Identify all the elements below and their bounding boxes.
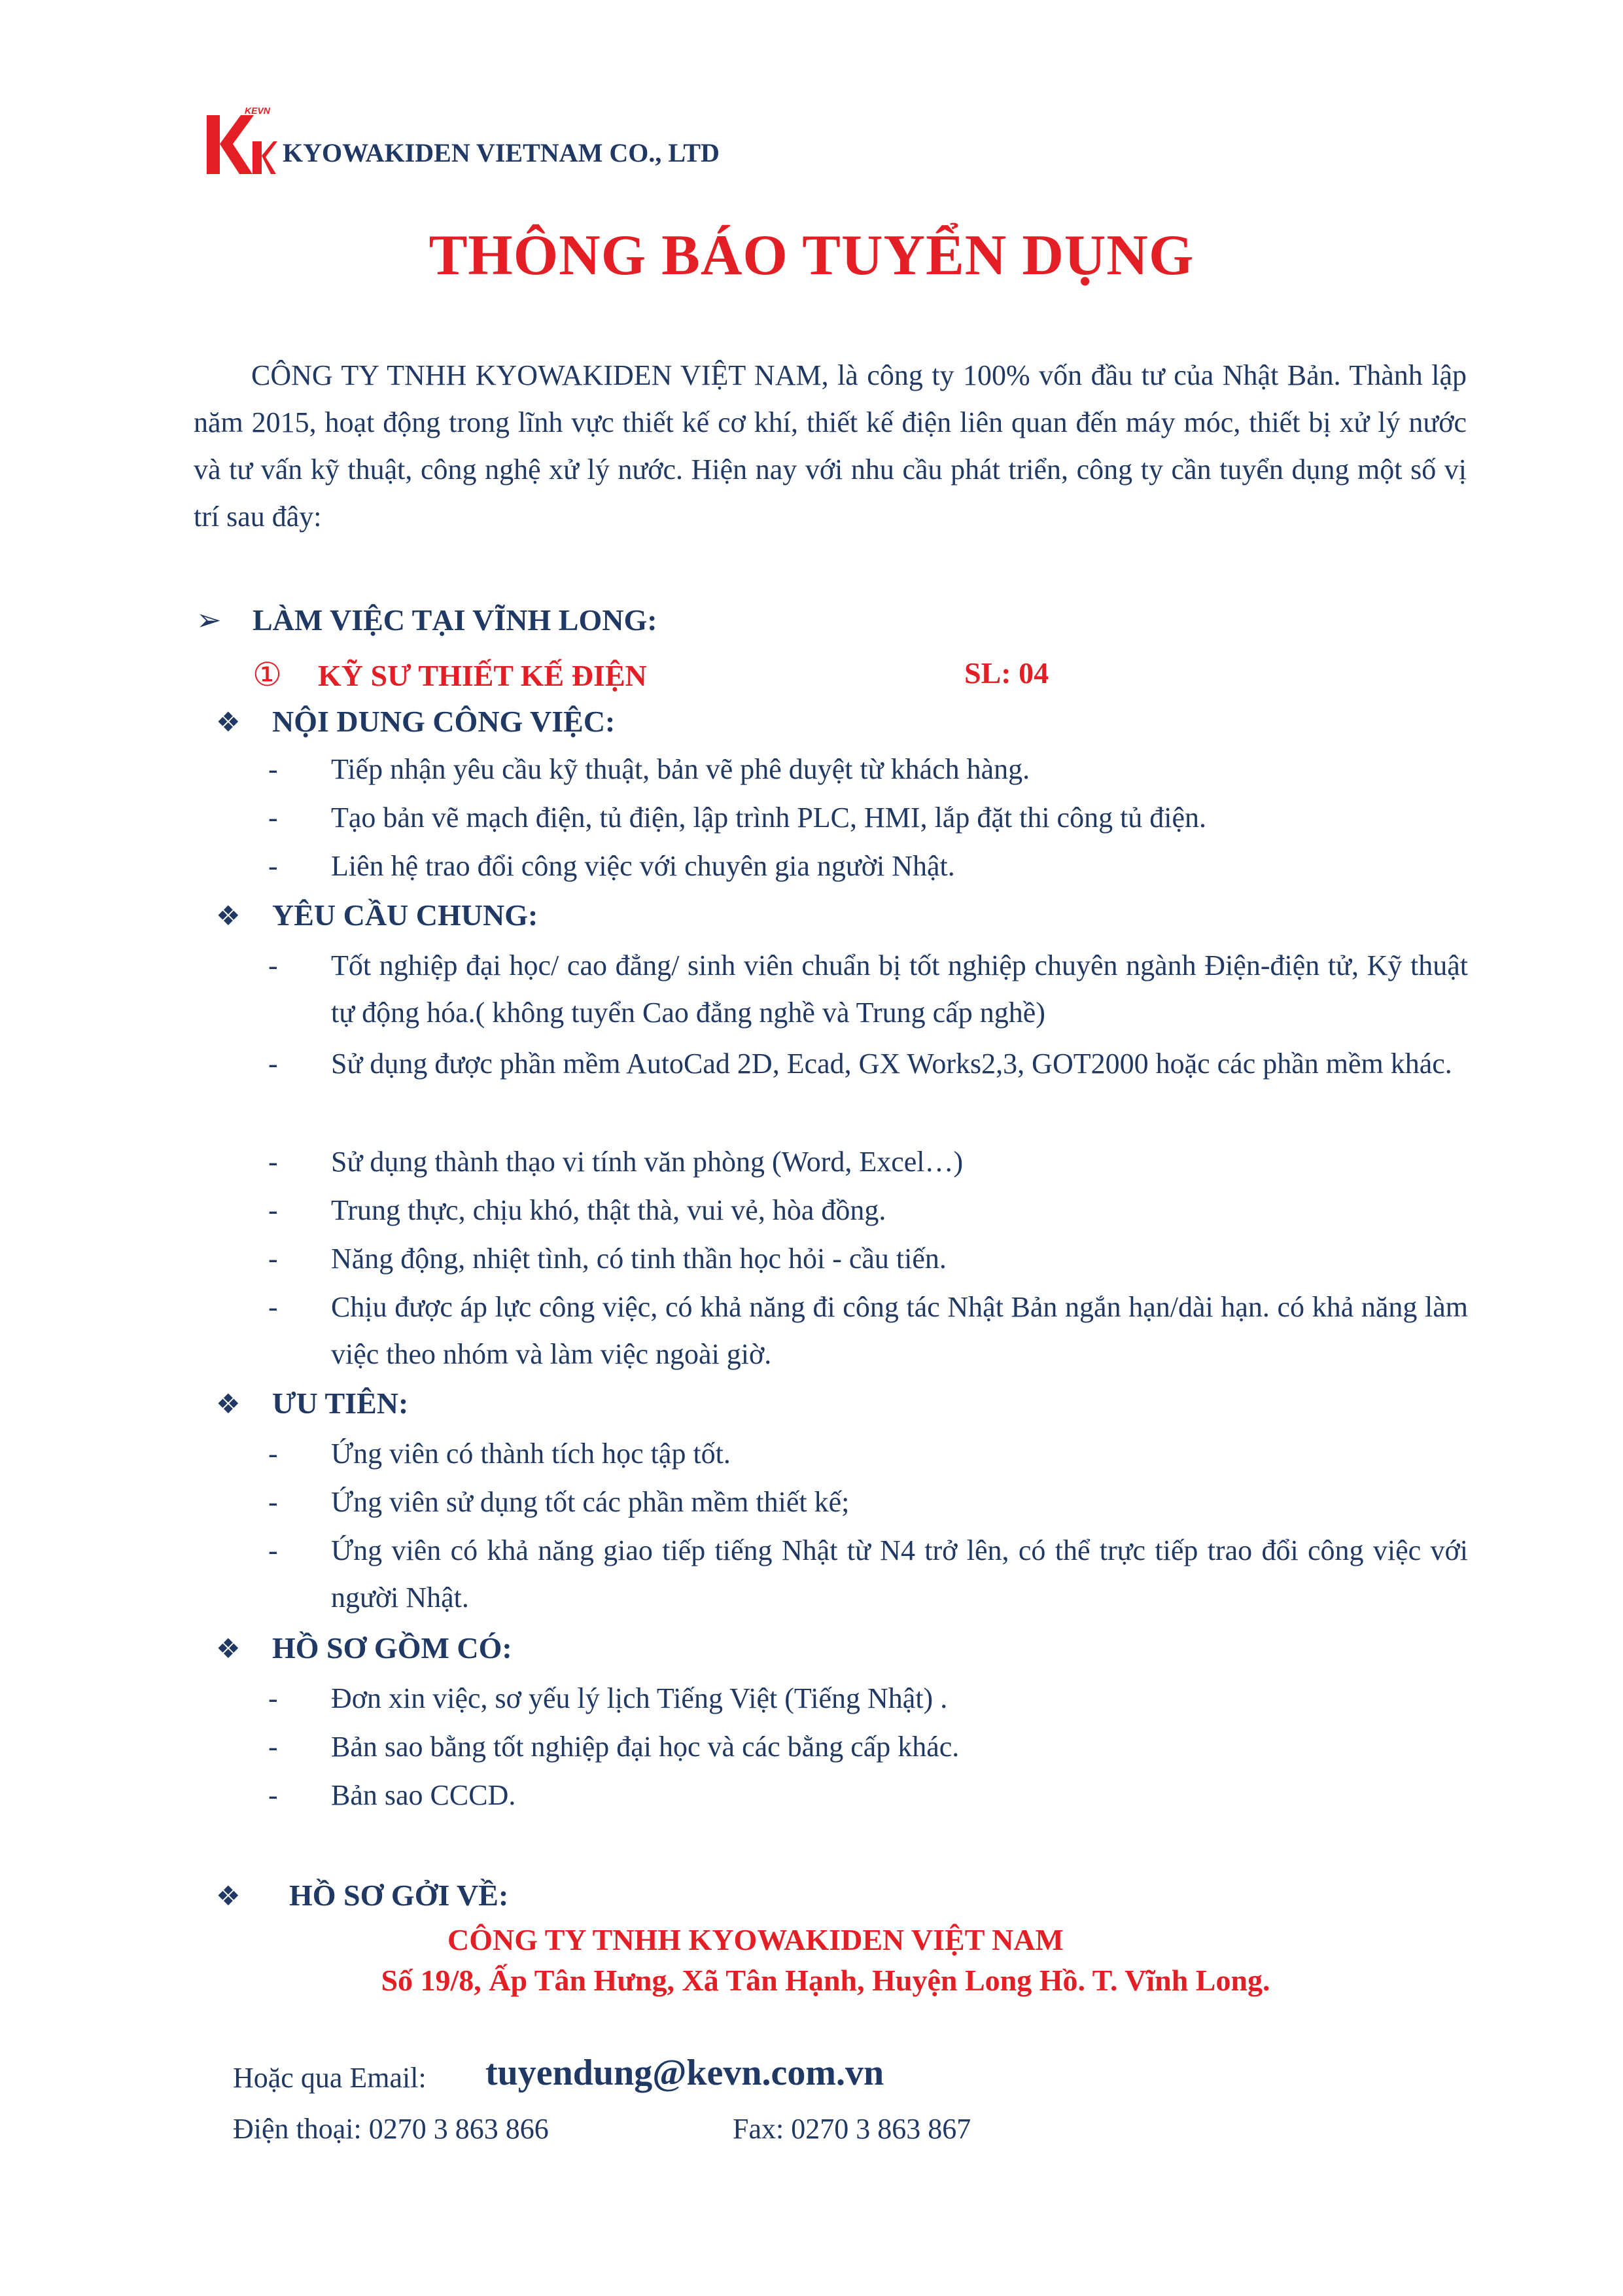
list-item-text: Trung thực, chịu khó, thật thà, vui vẻ, hòa đồng. [331,1194,886,1226]
dash-bullet: - [268,1146,278,1178]
list-item [268,1772,1468,1819]
page-title: THÔNG BÁO TUYỂN DỤNG [428,224,1195,287]
position-title: KỸ SƯ THIẾT KẾ ĐIỆN [318,659,647,692]
dash-bullet: - [268,802,278,834]
company-header-name: KYOWAKIDEN VIETNAM CO., LTD [283,138,720,168]
section-heading-text: ƯU TIÊN: [272,1386,409,1420]
list-item-text: Năng động, nhiệt tình, có tinh thần học hỏi - cầu tiến. [331,1243,947,1275]
location-label: LÀM VIỆC TẠI VĨNH LONG: [253,603,657,637]
section-heading-text: NỘI DUNG CÔNG VIỆC: [272,705,616,738]
circled-number-icon: ① [253,656,282,693]
list-item [268,1479,1468,1526]
send-to-company: CÔNG TY TNHH KYOWAKIDEN VIỆT NAM [447,1923,1064,1956]
position-quantity: SL: 04 [964,656,1049,690]
dash-bullet: - [268,1486,278,1518]
list-item [268,1284,1468,1378]
dash-bullet: - [268,1243,278,1275]
diamond-bullet-icon: ❖ [216,1390,241,1420]
list-item-text: Ứng viên có thành tích học tập tốt. [331,1438,731,1470]
list-item [268,1235,1468,1282]
diamond-bullet-icon: ❖ [216,1634,241,1665]
list-item [268,1040,1468,1087]
section-documents-heading [216,1631,512,1665]
logo-text: KEVN [245,106,270,116]
list-item [268,1527,1468,1621]
list-item-text: Sử dụng thành thạo vi tính văn phòng (Word, Excel…) [331,1146,964,1178]
dash-bullet: - [268,1534,278,1566]
dash-bullet: - [268,1779,278,1811]
list-item-text: Chịu được áp lực công việc, có khả năng đi công tác Nhật Bản ngắn hạn/dài hạn. có khả năng làm việc theo nhóm và làm việc ngoài giờ. [331,1291,1468,1370]
dash-bullet: - [268,1731,278,1763]
list-item-text: Tiếp nhận yêu cầu kỹ thuật, bản vẽ phê duyệt từ khách hàng. [331,753,1030,785]
arrow-marker-icon: ➢ [196,603,222,637]
list-item-text: Liên hệ trao đổi công việc với chuyên gia người Nhật. [331,850,955,882]
dash-bullet: - [268,949,278,981]
list-item [268,1187,1468,1234]
section-heading-text: HỒ SƠ GỒM CÓ: [272,1631,512,1665]
diamond-bullet-icon: ❖ [216,902,241,932]
list-item-text: Bản sao CCCD. [331,1779,516,1811]
list-item [268,1675,1468,1722]
position-title-line [253,656,647,694]
section-requirements-heading [216,898,538,932]
phone-number: Điện thoại: 0270 3 863 866 [233,2113,549,2145]
dash-bullet: - [268,753,278,785]
company-logo [204,106,277,179]
list-item-text: Tạo bản vẽ mạch điện, tủ điện, lập trình PLC, HMI, lắp đặt thi công tủ điện. [331,802,1207,834]
diamond-bullet-icon: ❖ [216,1882,241,1912]
diamond-bullet-icon: ❖ [216,708,241,738]
email-label: Hoặc qua Email: [233,2062,427,2094]
list-item-text: Ứng viên có khả năng giao tiếp tiếng Nhật từ N4 trở lên, có thể trực tiếp trao đổi công việc với người Nhật. [331,1534,1468,1614]
section-priority-heading [216,1386,408,1421]
email-address[interactable]: tuyendung@kevn.com.vn [485,2053,884,2093]
location-heading [196,602,657,637]
section-send-to-heading [216,1878,508,1913]
section-heading-text: HỒ SƠ GỞI VỀ: [289,1879,509,1912]
list-item [268,1723,1468,1771]
section-job-content-heading [216,704,615,739]
send-to-address: Số 19/8, Ấp Tân Hưng, Xã Tân Hạnh, Huyện Long Hồ. T. Vĩnh Long. [381,1964,1270,1997]
list-item [268,1430,1468,1477]
list-item [268,942,1468,1036]
list-item-text: Bản sao bằng tốt nghiệp đại học và các bằng cấp khác. [331,1731,960,1763]
list-item-text: Tốt nghiệp đại học/ cao đẳng/ sinh viên chuẩn bị tốt nghiệp chuyên ngành Điện-điện tử, Kỹ thuật tự động hóa.( không tuyển Cao đẳng nghề và Trung cấp nghề) [331,949,1468,1029]
dash-bullet: - [268,1048,278,1080]
section-heading-text: YÊU CẦU CHUNG: [272,898,538,932]
dash-bullet: - [268,1194,278,1226]
list-item [268,843,1468,890]
list-item [268,794,1468,841]
list-item [268,1139,1468,1186]
fax-number: Fax: 0270 3 863 867 [733,2113,971,2145]
list-item [268,746,1468,793]
dash-bullet: - [268,1438,278,1470]
dash-bullet: - [268,850,278,882]
list-item-text: Sử dụng được phần mềm AutoCad 2D, Ecad, GX Works2,3, GOT2000 hoặc các phần mềm khác. [331,1048,1452,1080]
list-item-text: Đơn xin việc, sơ yếu lý lịch Tiếng Việt (Tiếng Nhật) . [331,1682,948,1714]
intro-paragraph: CÔNG TY TNHH KYOWAKIDEN VIỆT NAM, là công ty 100% vốn đầu tư của Nhật Bản. Thành lập năm 2015, hoạt động trong lĩnh vực thiết kế cơ khí, thiết kế điện liên quan đến máy móc, thiết bị xử lý nước và tư vấn kỹ thuật, công nghệ xử lý nước. Hiện nay với nhu cầu phát triển, công ty cần tuyển dụng một số vị trí sau đây: [194,359,1467,533]
dash-bullet: - [268,1291,278,1323]
dash-bullet: - [268,1682,278,1714]
list-item-text: Ứng viên sử dụng tốt các phần mềm thiết kế; [331,1486,850,1518]
